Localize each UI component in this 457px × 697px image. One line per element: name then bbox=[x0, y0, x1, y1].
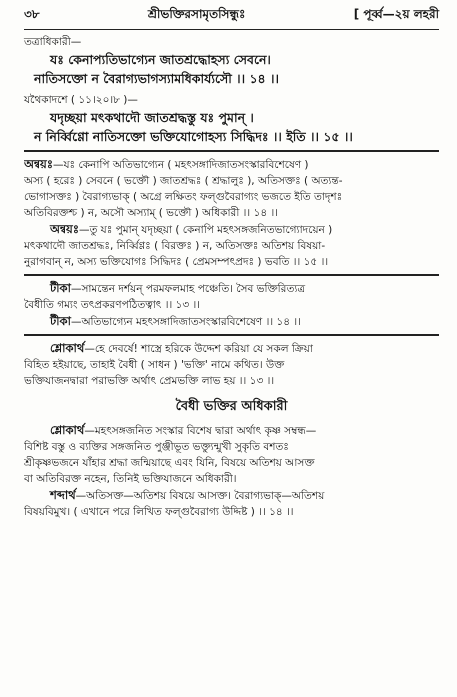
anvaya-head: অন্বয়ঃ bbox=[24, 157, 53, 171]
shlokartha-head: শ্লোকার্থ bbox=[50, 341, 85, 355]
adhikari-label: তত্রাধিকারী— bbox=[24, 36, 82, 48]
ekadasha-reference: যথৈকাদশে ( ১১।২০।৮ )— bbox=[24, 94, 138, 106]
anvaya-15-line: —তু যঃ পুমান্ যদৃচ্ছয়া ( কেনাপি মহৎসঙ্গজনিতভাগ্যোদয়েন ) bbox=[78, 224, 333, 236]
shlokartha-head: শ্লোকার্থ bbox=[50, 423, 85, 437]
section-title: বৈধী ভক্তির অধিকারী bbox=[175, 399, 288, 414]
tika-14 bbox=[24, 313, 439, 330]
anvaya-15 bbox=[24, 221, 439, 270]
tika-head: টীকা bbox=[50, 314, 71, 328]
page-header bbox=[24, 6, 439, 30]
shabdartha-14 bbox=[24, 487, 439, 520]
shabdartha-head: শব্দার্থ bbox=[50, 488, 76, 502]
verse-14-line-2: নাতিসক্তো ন বৈরাগ্যভাগস্যামধিকার্য্যসৌ ।। ১৪ ।। bbox=[34, 71, 279, 86]
tika-14-line: —অতিভাগ্যেন মহৎসঙ্গাদিজাতসংস্কারবিশেষেণ ।। ১৪ ।। bbox=[70, 316, 301, 328]
shlokartha-14 bbox=[24, 422, 439, 487]
tika-13-line: —সামন্তেন দর্শয়ন্ পরমফলমাহ পঞ্চেতি। সৈব ভক্তিরিত্যত্র bbox=[70, 283, 306, 295]
tika-13 bbox=[24, 280, 439, 313]
book-title: শ্রীভক্তিরসামৃতসিন্ধুঃ bbox=[147, 7, 246, 21]
shabdartha-14-line: —অতিসক্ত—অতিশয় বিষয়ে আসক্ত। বৈরাগ্যভাক্—অতিশয় bbox=[75, 490, 325, 502]
anvaya-14-line: অতিবিরক্তশ্চ ) ন, অসৌ অস্যাম্ ( ভক্তৌ ) অধিকারী ।। ১৪ ।। bbox=[24, 207, 278, 219]
anvaya-head: অন্বয়ঃ bbox=[50, 222, 79, 236]
anvaya-14-line: অস্য ( হরেঃ ) সেবনে ( ভক্তৌ ) জাতশ্রদ্ধঃ ( শ্রদ্ধালুঃ ), অতিসক্তঃ ( অত্যন্ত- bbox=[24, 175, 343, 187]
shlokartha-14-line: বিশিষ্ট বস্তু ও ব্যক্তির সঙ্গজনিত পুঞ্জীভূত ভক্ত্যুন্মুখী সুকৃতি বশতঃ bbox=[24, 441, 289, 453]
section-label: [ পূর্ব্ব—২য় লহরী bbox=[353, 7, 439, 21]
shlokartha-13 bbox=[24, 340, 439, 389]
shlokartha-13-line: —হে দেবর্ষে! শাস্ত্রে হরিকে উদ্দেশ করিয়া যে সকল ক্রিয়া bbox=[84, 343, 313, 355]
divider bbox=[24, 150, 439, 152]
shlokartha-14-line: —মহৎসঙ্গজনিত সংস্কার বিশেষ দ্বারা অর্থাৎ কৃষ্ণ সম্বন্ধ— bbox=[84, 425, 317, 437]
divider bbox=[24, 334, 439, 336]
divider bbox=[24, 274, 439, 276]
shlokartha-13-line: বিহিত হইয়াছে, তাহাই বৈধী ( সাধন ) 'ভক্তি' নামে কথিত। উক্ত bbox=[24, 359, 285, 371]
shlokartha-14-line: শ্রীকৃষ্ণভজনে যাঁহার শ্রদ্ধা জন্মিয়াছে এবং যিনি, বিষয়ে অতিশয় আসক্ত bbox=[24, 457, 315, 469]
tika-13-line: বৈধীতি গম্যং তৎপ্রকরণপঠিতত্বাৎ ।। ১৩ ।। bbox=[24, 299, 201, 311]
anvaya-14 bbox=[24, 156, 439, 221]
page-number: ৩৮ bbox=[24, 7, 40, 21]
verse-14-line-1: যঃ কেনাপ্যতিভাগ্যেন জাতশ্রদ্ধোহস্য সেবনে। bbox=[50, 52, 271, 67]
anvaya-14-line: —যঃ কেনাপি অতিভাগ্যেন ( মহৎসঙ্গাদিজাতসংস্কারবিশেষেণ ) bbox=[52, 159, 309, 171]
verse-15-line-1: যদৃচ্ছয়া মৎকথাদৌ জাতশ্রদ্ধস্তু যঃ পুমান্ । bbox=[50, 110, 254, 125]
tika-head: টীকা bbox=[50, 281, 71, 295]
verse-15-line-2: ন নির্ব্বিণ্ণো নাতিসক্তো ভক্তিযোগোহস্য সিদ্ধিদঃ ।। ইতি ।। ১৫ ।। bbox=[34, 129, 353, 144]
shlokartha-14-line: বা অতিবিরক্ত নহেন, তিনিই ভক্তিযাজনে অধিকারী। bbox=[24, 473, 237, 485]
shabdartha-14-line: বিষয়বিমুখ। ( এখানে পরে লিখিত ফল্গুবৈরাগ্য উদ্দিষ্ট ) ।। ১৪ ।। bbox=[24, 506, 294, 518]
anvaya-15-line: নুরাগবান্ ন, অস্য ভক্তিযোগঃ সিদ্ধিদঃ ( প্রেমসম্পৎপ্রদঃ ) ভবতি ।। ১৫ ।। bbox=[24, 256, 329, 268]
anvaya-15-line: মৎকথাদৌ জাতশ্রদ্ধঃ, নির্ব্বিণ্ণঃ ( বিরক্তঃ ) ন, অতিসক্তঃ অতিশয় বিষয়া- bbox=[24, 240, 326, 252]
anvaya-14-line: ভোগাসক্তঃ ) বৈরাগ্যভাক্ ( অগ্রে লক্ষিতং ফল্গুবৈরাগ্যং ভজতে ইতি তাদৃশঃ bbox=[24, 191, 343, 203]
shlokartha-13-line: ভক্তিযাজনদ্বারা পরাভক্তি অর্থাৎ প্রেমভক্তি লাভ হয় ।। ১৩ ।। bbox=[24, 375, 275, 387]
